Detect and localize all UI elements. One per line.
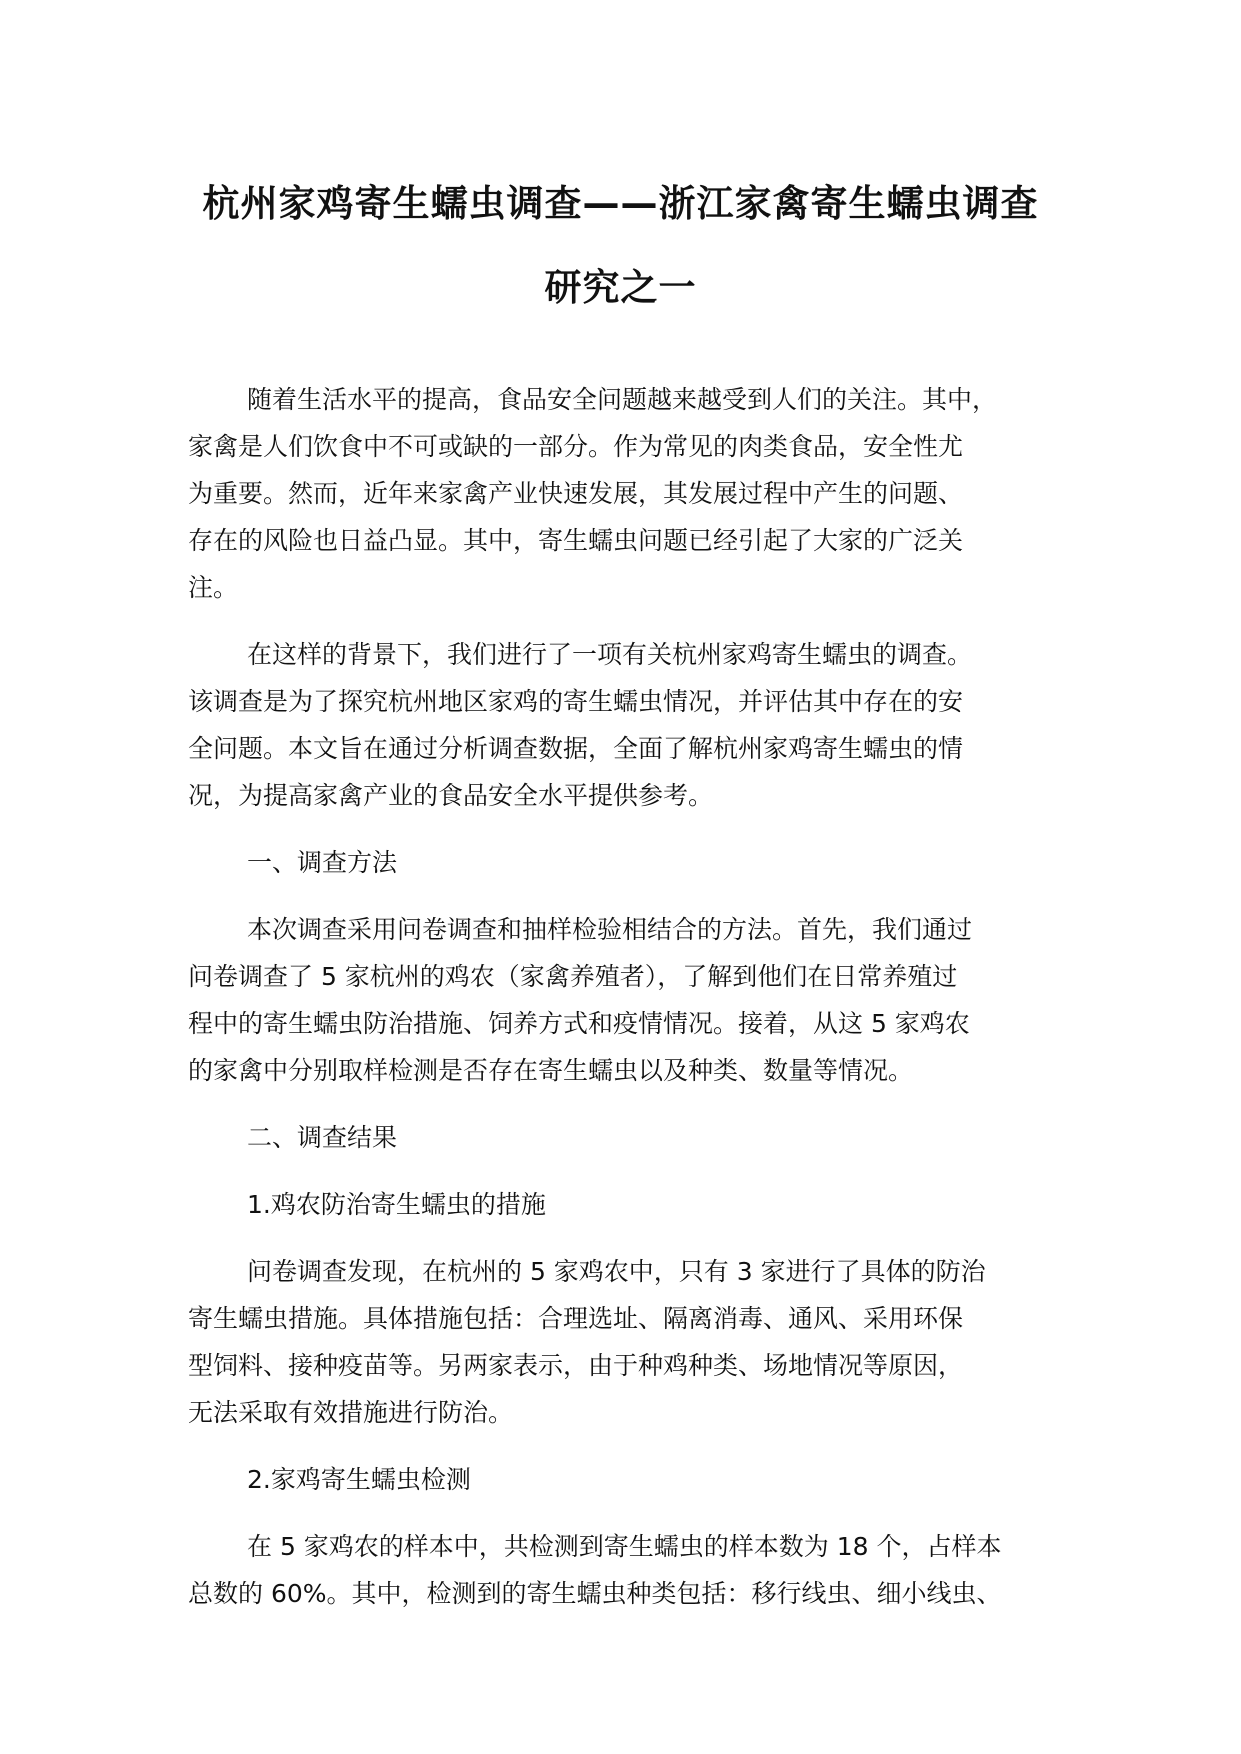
subsection-heading-measures: 1.鸡农防治寄生蠕虫的措施 xyxy=(247,1190,546,1219)
paragraph-measures xyxy=(188,1248,1088,1436)
text-line: 型饲料、接种疫苗等。另两家表示，由于种鸡种类、场地情况等原因， xyxy=(188,1351,964,1380)
text-line: 无法采取有效措施进行防治。 xyxy=(188,1398,514,1427)
text-line: 全问题。本文旨在通过分析调查数据，全面了解杭州家鸡寄生蠕虫的情 xyxy=(188,734,964,763)
document-body xyxy=(188,376,1088,1637)
subsection-heading-detection: 2.家鸡寄生蠕虫检测 xyxy=(247,1465,471,1494)
text-line: 在 5 家鸡农的样本中，共检测到寄生蠕虫的样本数为 18 个，占样本 xyxy=(247,1532,1002,1561)
paragraph-intro xyxy=(188,376,1088,611)
section-heading-methods: 一、调查方法 xyxy=(247,848,398,877)
text-line: 的家禽中分别取样检测是否存在寄生蠕虫以及种类、数量等情况。 xyxy=(188,1056,914,1085)
document-title-line-1: 杭州家鸡寄生蠕虫调查——浙江家禽寄生蠕虫调查 xyxy=(202,182,1039,225)
section-heading-results: 二、调查结果 xyxy=(247,1123,398,1152)
text-line: 程中的寄生蠕虫防治措施、饲养方式和疫情情况。接着，从这 5 家鸡农 xyxy=(188,1009,970,1038)
text-line: 况，为提高家禽产业的食品安全水平提供参考。 xyxy=(188,781,714,810)
text-line: 为重要。然而，近年来家禽产业快速发展，其发展过程中产生的问题、 xyxy=(188,479,964,508)
text-line: 注。 xyxy=(188,573,239,602)
text-line: 问卷调查了 5 家杭州的鸡农（家禽养殖者），了解到他们在日常养殖过 xyxy=(188,962,958,991)
text-line: 存在的风险也日益凸显。其中，寄生蠕虫问题已经引起了大家的广泛关 xyxy=(188,526,964,555)
paragraph-background xyxy=(188,631,1088,819)
text-line: 该调查是为了探究杭州地区家鸡的寄生蠕虫情况，并评估其中存在的安 xyxy=(188,687,964,716)
text-line: 随着生活水平的提高，食品安全问题越来越受到人们的关注。其中， xyxy=(247,385,998,414)
text-line: 在这样的背景下，我们进行了一项有关杭州家鸡寄生蠕虫的调查。 xyxy=(247,640,973,669)
text-line: 问卷调查发现，在杭州的 5 家鸡农中，只有 3 家进行了具体的防治 xyxy=(247,1257,986,1286)
text-line: 总数的 60%。其中，检测到的寄生蠕虫种类包括：移行线虫、细小线虫、 xyxy=(188,1579,1002,1608)
text-line: 家禽是人们饮食中不可或缺的一部分。作为常见的肉类食品，安全性尤 xyxy=(188,432,964,461)
text-line: 本次调查采用问卷调查和抽样检验相结合的方法。首先，我们通过 xyxy=(247,915,973,944)
document-title-line-2: 研究之一 xyxy=(544,266,697,309)
paragraph-detection xyxy=(188,1523,1088,1617)
text-line: 寄生蠕虫措施。具体措施包括：合理选址、隔离消毒、通风、采用环保 xyxy=(188,1304,964,1333)
paragraph-methods xyxy=(188,906,1088,1094)
